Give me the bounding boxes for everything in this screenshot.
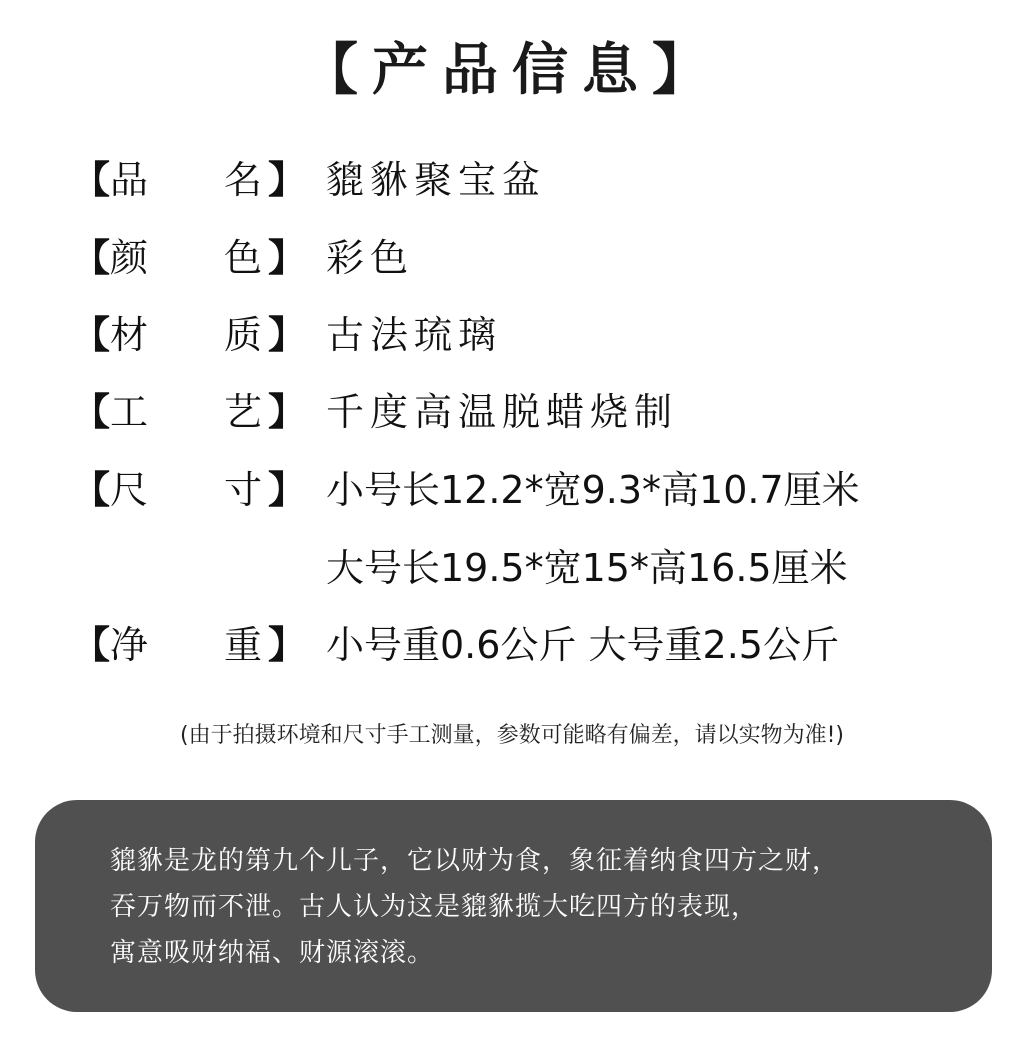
label-open-bracket: 【	[72, 157, 111, 202]
spec-value-craft: 千度高温脱蜡烧制	[326, 390, 679, 434]
label-char-1: 材	[110, 313, 149, 357]
label-open-bracket: 【	[72, 312, 111, 357]
label-char-2: 寸	[224, 468, 263, 512]
spec-value-material: 古法琉璃	[326, 313, 503, 357]
spec-row-color	[72, 228, 415, 288]
story-box	[35, 800, 992, 1012]
spec-label-name	[72, 150, 326, 210]
label-char-2: 质	[224, 313, 263, 357]
spec-label-weight	[72, 615, 326, 675]
story-line-1: 貔貅是龙的第九个儿子，它以财为食，象征着纳食四方之财，	[110, 846, 840, 876]
spec-row-material	[72, 305, 503, 365]
spec-label-spacer	[72, 538, 326, 598]
label-char-1: 品	[110, 158, 149, 202]
label-close-bracket: 】	[268, 622, 307, 667]
page-title: 【产品信息】	[302, 37, 722, 103]
label-char-1: 颜	[110, 236, 149, 280]
spec-row-size	[72, 460, 860, 520]
label-char-1: 尺	[110, 468, 149, 512]
spec-label-color	[72, 228, 326, 288]
spec-label-size	[72, 460, 326, 520]
spec-value-name: 貔貅聚宝盆	[326, 158, 547, 202]
spec-label-material	[72, 305, 326, 365]
label-open-bracket: 【	[72, 389, 111, 434]
spec-row-size-large	[72, 538, 848, 598]
label-close-bracket: 】	[268, 157, 307, 202]
label-char-2: 名	[224, 158, 263, 202]
label-close-bracket: 】	[268, 389, 307, 434]
label-close-bracket: 】	[268, 312, 307, 357]
spec-label-craft	[72, 382, 326, 442]
label-open-bracket: 【	[72, 622, 111, 667]
spec-value-size-small: 小号长12.2*宽9.3*高10.7厘米	[326, 468, 860, 512]
spec-row-craft	[72, 382, 679, 442]
label-char-1: 净	[110, 623, 149, 667]
story-line-3: 寓意吸财纳福、财源滚滚。	[110, 938, 435, 968]
label-char-1: 工	[110, 390, 149, 434]
spec-value-size-large: 大号长19.5*宽15*高16.5厘米	[326, 546, 848, 590]
disclaimer-note: (由于拍摄环境和尺寸手工测量，参数可能略有偏差，请以实物为准!)	[180, 723, 844, 748]
label-close-bracket: 】	[268, 235, 307, 280]
spec-value-color: 彩色	[326, 236, 415, 280]
label-close-bracket: 】	[268, 467, 307, 512]
spec-row-weight	[72, 615, 839, 675]
label-open-bracket: 【	[72, 235, 111, 280]
spec-value-weight: 小号重0.6公斤 大号重2.5公斤	[326, 623, 839, 667]
story-line-2: 吞万物而不泄。古人认为这是貔貅揽大吃四方的表现，	[110, 892, 759, 922]
label-char-2: 重	[224, 623, 263, 667]
label-char-2: 艺	[224, 390, 263, 434]
spec-row-name	[72, 150, 547, 210]
label-open-bracket: 【	[72, 467, 111, 512]
label-char-2: 色	[224, 236, 263, 280]
